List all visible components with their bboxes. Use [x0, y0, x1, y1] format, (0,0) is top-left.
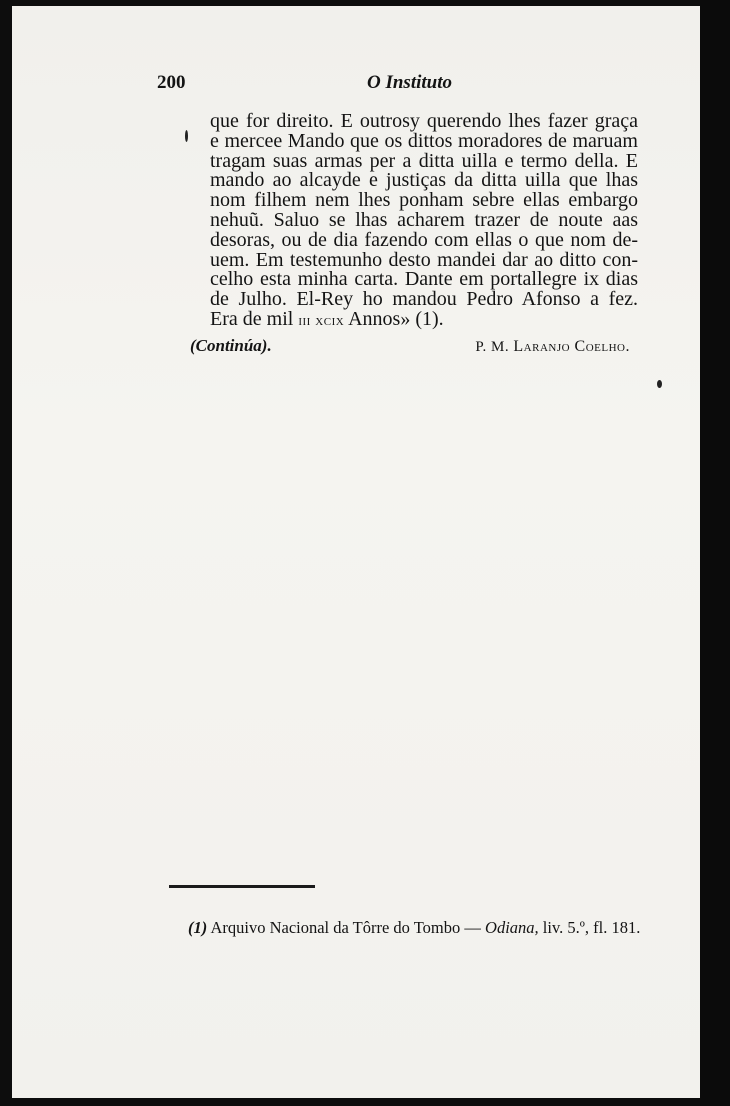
footnote-text-after: liv. 5.º, fl. 181. [538, 918, 641, 937]
continua-note: (Continúa). [190, 336, 272, 355]
page-header [157, 72, 627, 96]
footnote [188, 918, 640, 938]
final-line-start: Era de mil [210, 307, 299, 330]
final-line-end: Annos» (1). [344, 307, 444, 330]
text-line: nehuũ. Saluo se lhas acharem trazer de noute aas [210, 208, 638, 231]
author-name: Laranjo Coelho. [513, 338, 630, 355]
scan-border [700, 0, 730, 1106]
author-signature [475, 338, 630, 356]
text-line: desoras, ou de dia fazendo com ellas o que nom de- [210, 228, 638, 251]
footnote-text-before: Arquivo Nacional da Tôrre do Tombo — [207, 918, 486, 937]
ink-speck [185, 130, 188, 142]
signature-row [190, 336, 630, 358]
footnote-divider [169, 885, 315, 888]
running-title: O Instituto [367, 72, 453, 93]
roman-numeral-date: iii xcix [298, 311, 345, 329]
text-line: celho esta minha carta. Dante em portallegre ix dias [210, 268, 638, 291]
footnote-work-title: Odiana, [485, 918, 539, 937]
page-number: 200 [157, 72, 186, 93]
document-transcription [210, 112, 638, 331]
text-line: nom filhem nem lhes ponham sebre ellas embargo [210, 189, 638, 212]
text-line: tragam suas armas per a ditta uilla e termo della. E [210, 149, 638, 172]
footnote-mark: (1) [188, 918, 208, 937]
text-line: mando ao alcayde e justiças da ditta uilla que lhas [210, 169, 638, 192]
text-line-final [210, 307, 638, 331]
text-line: uem. Em testemunho desto mandei dar ao ditto con- [210, 248, 638, 271]
text-line: de Julho. El-Rey ho mandou Pedro Afonso a fez. [210, 288, 638, 311]
ink-speck [657, 380, 662, 388]
book-page [12, 6, 702, 1098]
author-initials: P. M. [475, 339, 514, 355]
text-line: e mercee Mando que os dittos moradores de maruam [210, 129, 638, 152]
text-line: que for direito. E outrosy querendo lhes fazer graça [210, 110, 638, 132]
